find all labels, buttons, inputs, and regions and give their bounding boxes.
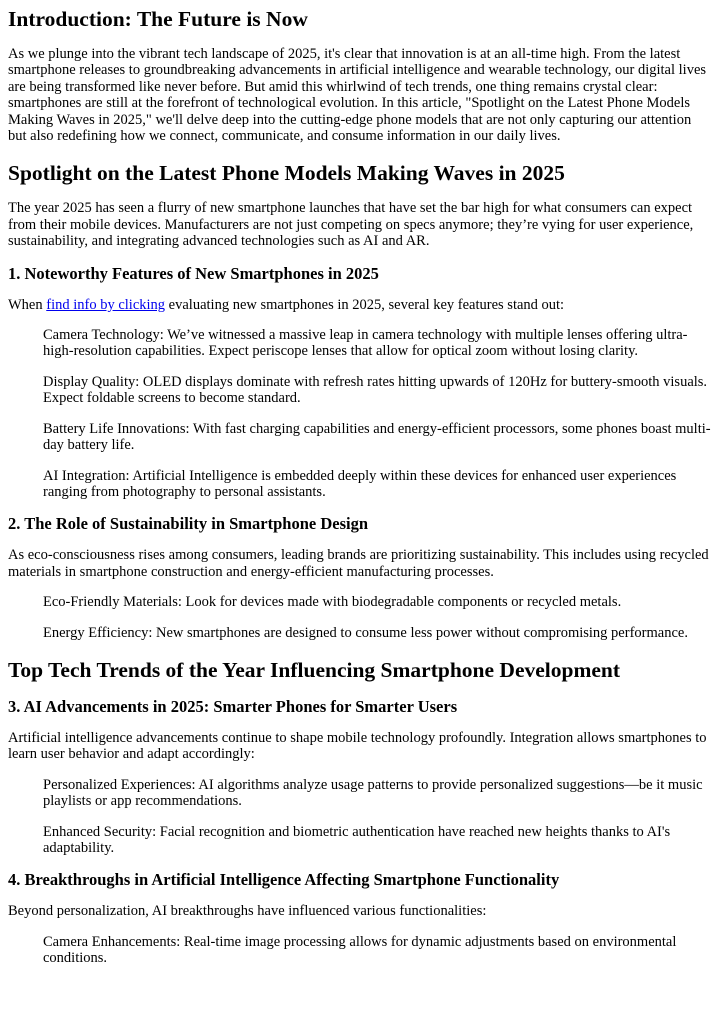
feature-item-ai: AI Integration: Artificial Intelligence is embedded deeply within these devices for enhanced user experiences ranging from photography to personal assistants.	[43, 467, 677, 500]
ai-paragraph: Artificial intelligence advancements continue to shape mobile technology profoundly. Integration allows smartphones to learn user behavior and adapt accordingly:	[8, 729, 707, 763]
features-intro-after: evaluating new smartphones in 2025, several key features stand out:	[165, 296, 565, 313]
sustainability-item-energy: Energy Efficiency: New smartphones are designed to consume less power without compromising performance.	[43, 624, 688, 641]
feature-item-camera: Camera Technology: We’ve witnessed a massive leap in camera technology with multiple lenses offering ultra-high-resolution capabilities. Expect periscope lenses that allow for optical zoom without losing clarity.	[43, 327, 688, 360]
breakthroughs-paragraph: Beyond personalization, AI breakthroughs have influenced various functionalities:	[8, 903, 487, 920]
article	[0, 6, 720, 967]
ai-heading: 3. AI Advancements in 2025: Smarter Phones for Smarter Users	[8, 696, 458, 716]
features-heading: 1. Noteworthy Features of New Smartphones in 2025	[8, 263, 379, 283]
sustainability-item-materials: Eco-Friendly Materials: Look for devices made with biodegradable components or recycled metals.	[43, 594, 622, 611]
sustainability-paragraph: As eco-consciousness rises among consumers, leading brands are prioritizing sustainability. This includes using recycled materials in smartphone construction and energy-efficient manufacturing processes.	[8, 547, 709, 580]
features-intro	[8, 297, 712, 313]
intro-heading: Introduction: The Future is Now	[8, 7, 308, 31]
feature-item-display: Display Quality: OLED displays dominate with refresh rates hitting upwards of 120Hz for buttery-smooth visuals. Expect foldable screens to become standard.	[43, 373, 708, 407]
trends-heading: Top Tech Trends of the Year Influencing Smartphone Development	[8, 657, 621, 682]
intro-paragraph: As we plunge into the vibrant tech landscape of 2025, it's clear that innovation is at an all-time high. From the latest smartphone releases to groundbreaking advancements in artificial intelligence and wearable technology, our digital lives are being transformed like never before. But amid this whirlwind of tech trends, one thing remains crystal clear: smartphones are still at the forefront of technological evolution. In this article, "Spotlight on the Latest Phone Models Making Waves in 2025," we'll delve deep into the cutting-edge phone models that are not only capturing our attention but also redefining how we connect, communicate, and consume information in our daily lives.	[8, 46, 707, 145]
ai-item-security: Enhanced Security: Facial recognition and biometric authentication have reached new heights thanks to AI's adaptability.	[43, 823, 671, 856]
feature-item-battery: Battery Life Innovations: With fast charging capabilities and energy-efficient processors, some phones boast multi-day battery life.	[43, 420, 711, 454]
spotlight-paragraph: The year 2025 has seen a flurry of new smartphone launches that have set the bar high for what consumers can expect from their mobile devices. Manufacturers are not just competing on specs anymore; they’re vying for user experience, sustainability, and integrating advanced technologies such as AI and AR.	[8, 200, 694, 250]
find-info-link[interactable]: find info by clicking	[46, 296, 166, 313]
spotlight-heading: Spotlight on the Latest Phone Models Making Waves in 2025	[8, 161, 565, 186]
sustainability-heading: 2. The Role of Sustainability in Smartphone Design	[8, 514, 369, 534]
ai-item-personalized: Personalized Experiences: AI algorithms analyze usage patterns to provide personalized suggestions—be it music playlists or app recommendations.	[43, 776, 703, 810]
breakthroughs-item-camera: Camera Enhancements: Real-time image processing allows for dynamic adjustments based on environmental conditions.	[43, 933, 677, 967]
features-intro-before: When	[8, 296, 47, 313]
breakthroughs-heading: 4. Breakthroughs in Artificial Intelligence Affecting Smartphone Functionality	[8, 870, 560, 890]
